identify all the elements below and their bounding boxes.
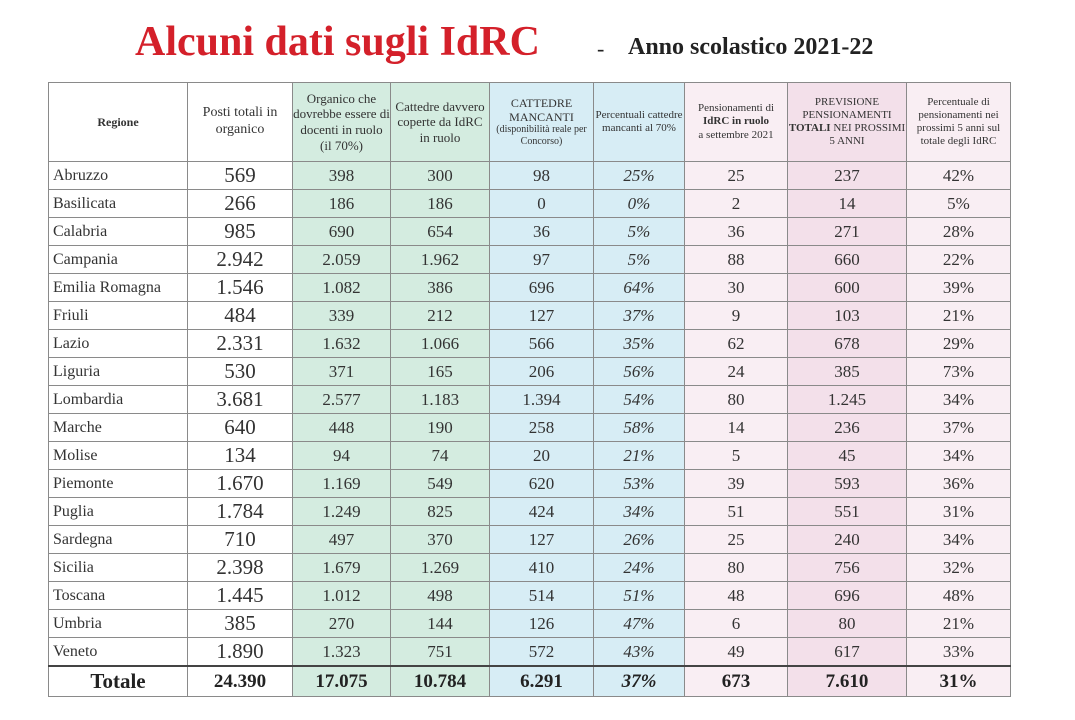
table-row	[49, 582, 1011, 610]
cell-pensionamenti: 51	[685, 498, 788, 526]
cell-posti: 710	[188, 526, 293, 554]
cell-previsione: 240	[788, 526, 907, 554]
cell-percentuale-5anni: 36%	[907, 470, 1011, 498]
cell-organico: 1.632	[293, 330, 391, 358]
cell-regione: Lombardia	[49, 386, 188, 414]
cell-percentuale-5anni: 34%	[907, 442, 1011, 470]
cell-cattedre: 186	[391, 190, 490, 218]
cell-pensionamenti: 36	[685, 218, 788, 246]
cell-previsione: 271	[788, 218, 907, 246]
cell-mancanti: 126	[490, 610, 594, 638]
title-dash: -	[597, 36, 605, 61]
table-row	[49, 414, 1011, 442]
totals-mancanti: 6.291	[490, 666, 594, 697]
cell-posti: 985	[188, 218, 293, 246]
cell-posti: 1.784	[188, 498, 293, 526]
cell-percentuale-5anni: 34%	[907, 526, 1011, 554]
cell-regione: Toscana	[49, 582, 188, 610]
cell-posti: 640	[188, 414, 293, 442]
cell-percentuali: 51%	[594, 582, 685, 610]
table-row	[49, 358, 1011, 386]
cell-previsione: 756	[788, 554, 907, 582]
header-pensionamenti	[685, 83, 788, 162]
cell-posti: 2.331	[188, 330, 293, 358]
cell-percentuale-5anni: 37%	[907, 414, 1011, 442]
cell-percentuali: 47%	[594, 610, 685, 638]
cell-regione: Liguria	[49, 358, 188, 386]
cell-organico: 497	[293, 526, 391, 554]
totals-cattedre: 10.784	[391, 666, 490, 697]
cell-cattedre: 1.183	[391, 386, 490, 414]
cell-regione: Sardegna	[49, 526, 188, 554]
cell-previsione: 678	[788, 330, 907, 358]
cell-mancanti: 566	[490, 330, 594, 358]
cell-previsione: 600	[788, 274, 907, 302]
cell-percentuali: 5%	[594, 218, 685, 246]
cell-organico: 371	[293, 358, 391, 386]
cell-organico: 448	[293, 414, 391, 442]
cell-pensionamenti: 80	[685, 386, 788, 414]
cell-previsione: 551	[788, 498, 907, 526]
cell-percentuale-5anni: 31%	[907, 498, 1011, 526]
cell-pensionamenti: 25	[685, 162, 788, 190]
header-pens-b: IdRC in ruolo	[702, 115, 770, 128]
cell-percentuale-5anni: 33%	[907, 638, 1011, 667]
cell-organico: 1.082	[293, 274, 391, 302]
totals-label: Totale	[49, 666, 188, 697]
cell-regione: Molise	[49, 442, 188, 470]
cell-pensionamenti: 30	[685, 274, 788, 302]
cell-pensionamenti: 14	[685, 414, 788, 442]
table-row	[49, 638, 1011, 667]
cell-organico: 2.059	[293, 246, 391, 274]
cell-percentuale-5anni: 28%	[907, 218, 1011, 246]
cell-pensionamenti: 88	[685, 246, 788, 274]
table-row	[49, 190, 1011, 218]
cell-cattedre: 498	[391, 582, 490, 610]
cell-percentuali: 21%	[594, 442, 685, 470]
cell-cattedre: 1.066	[391, 330, 490, 358]
cell-percentuale-5anni: 29%	[907, 330, 1011, 358]
cell-posti: 134	[188, 442, 293, 470]
cell-previsione: 80	[788, 610, 907, 638]
header-prev-b: TOTALI	[788, 122, 831, 134]
cell-posti: 1.546	[188, 274, 293, 302]
title-row	[0, 18, 1075, 78]
cell-organico: 1.012	[293, 582, 391, 610]
cell-cattedre: 144	[391, 610, 490, 638]
cell-posti: 1.445	[188, 582, 293, 610]
cell-cattedre: 190	[391, 414, 490, 442]
table-row	[49, 386, 1011, 414]
cell-organico: 690	[293, 218, 391, 246]
totals-previsione: 7.610	[788, 666, 907, 697]
cell-previsione: 237	[788, 162, 907, 190]
cell-pensionamenti: 62	[685, 330, 788, 358]
cell-mancanti: 98	[490, 162, 594, 190]
cell-posti: 484	[188, 302, 293, 330]
table-row	[49, 162, 1011, 190]
header-mancanti	[490, 83, 594, 162]
table-row	[49, 554, 1011, 582]
cell-regione: Emilia Romagna	[49, 274, 188, 302]
cell-mancanti: 0	[490, 190, 594, 218]
table-row	[49, 498, 1011, 526]
cell-percentuale-5anni: 21%	[907, 610, 1011, 638]
cell-organico: 1.249	[293, 498, 391, 526]
cell-mancanti: 127	[490, 302, 594, 330]
header-mancanti-note: (disponibilità reale per Concorso)	[496, 124, 587, 148]
cell-percentuale-5anni: 21%	[907, 302, 1011, 330]
totals-percentuali: 37%	[594, 666, 685, 697]
cell-mancanti: 424	[490, 498, 594, 526]
header-previsione	[788, 83, 907, 162]
table-row	[49, 218, 1011, 246]
cell-previsione: 660	[788, 246, 907, 274]
cell-organico: 2.577	[293, 386, 391, 414]
cell-posti: 3.681	[188, 386, 293, 414]
table-row	[49, 442, 1011, 470]
cell-cattedre: 212	[391, 302, 490, 330]
header-regione: Regione	[49, 83, 188, 162]
totals-organico: 17.075	[293, 666, 391, 697]
cell-percentuale-5anni: 5%	[907, 190, 1011, 218]
table-body	[49, 162, 1011, 667]
cell-posti: 1.670	[188, 470, 293, 498]
cell-regione: Basilicata	[49, 190, 188, 218]
cell-percentuale-5anni: 39%	[907, 274, 1011, 302]
header-prev-a: PREVISIONE PENSIONAMENTI	[802, 95, 892, 121]
cell-regione: Sicilia	[49, 554, 188, 582]
cell-mancanti: 127	[490, 526, 594, 554]
cell-mancanti: 206	[490, 358, 594, 386]
cell-pensionamenti: 80	[685, 554, 788, 582]
cell-percentuale-5anni: 48%	[907, 582, 1011, 610]
cell-pensionamenti: 49	[685, 638, 788, 667]
cell-percentuali: 58%	[594, 414, 685, 442]
cell-previsione: 236	[788, 414, 907, 442]
cell-cattedre: 300	[391, 162, 490, 190]
cell-posti: 569	[188, 162, 293, 190]
cell-organico: 186	[293, 190, 391, 218]
cell-mancanti: 410	[490, 554, 594, 582]
cell-posti: 530	[188, 358, 293, 386]
cell-cattedre: 74	[391, 442, 490, 470]
cell-posti: 266	[188, 190, 293, 218]
cell-percentuale-5anni: 22%	[907, 246, 1011, 274]
header-pens-a: Pensionamenti di	[697, 102, 775, 115]
cell-mancanti: 36	[490, 218, 594, 246]
header-mancanti-title: CATTEDRE MANCANTI	[509, 95, 574, 124]
cell-cattedre: 751	[391, 638, 490, 667]
cell-regione: Friuli	[49, 302, 188, 330]
cell-organico: 1.323	[293, 638, 391, 667]
cell-organico: 339	[293, 302, 391, 330]
totals-posti: 24.390	[188, 666, 293, 697]
header-row	[49, 83, 1011, 162]
table-row	[49, 274, 1011, 302]
cell-percentuale-5anni: 32%	[907, 554, 1011, 582]
cell-previsione: 1.245	[788, 386, 907, 414]
cell-regione: Lazio	[49, 330, 188, 358]
cell-cattedre: 549	[391, 470, 490, 498]
cell-mancanti: 258	[490, 414, 594, 442]
cell-pensionamenti: 39	[685, 470, 788, 498]
cell-cattedre: 386	[391, 274, 490, 302]
cell-pensionamenti: 5	[685, 442, 788, 470]
cell-percentuali: 5%	[594, 246, 685, 274]
header-percentuali: Percentuali cattedre mancanti al 70%	[594, 83, 685, 162]
header-pens-c: a settembre 2021	[698, 128, 774, 141]
cell-cattedre: 825	[391, 498, 490, 526]
header-prev-c: NEI PROSSIMI 5 ANNI	[829, 122, 906, 148]
cell-cattedre: 654	[391, 218, 490, 246]
cell-previsione: 593	[788, 470, 907, 498]
cell-cattedre: 370	[391, 526, 490, 554]
cell-percentuali: 64%	[594, 274, 685, 302]
cell-previsione: 385	[788, 358, 907, 386]
cell-percentuali: 35%	[594, 330, 685, 358]
cell-previsione: 14	[788, 190, 907, 218]
page-title: Alcuni dati sugli IdRC	[135, 19, 540, 65]
cell-regione: Abruzzo	[49, 162, 188, 190]
cell-mancanti: 620	[490, 470, 594, 498]
cell-pensionamenti: 48	[685, 582, 788, 610]
table-row	[49, 246, 1011, 274]
totals-percentuale-5anni: 31%	[907, 666, 1011, 697]
data-table	[48, 82, 1011, 697]
cell-percentuali: 54%	[594, 386, 685, 414]
cell-percentuali: 56%	[594, 358, 685, 386]
cell-organico: 94	[293, 442, 391, 470]
cell-percentuali: 34%	[594, 498, 685, 526]
table-row	[49, 302, 1011, 330]
cell-regione: Piemonte	[49, 470, 188, 498]
cell-percentuale-5anni: 42%	[907, 162, 1011, 190]
cell-percentuali: 0%	[594, 190, 685, 218]
page-subtitle: Anno scolastico 2021-22	[628, 34, 874, 60]
cell-percentuali: 43%	[594, 638, 685, 667]
cell-organico: 1.169	[293, 470, 391, 498]
cell-organico: 1.679	[293, 554, 391, 582]
table-row	[49, 610, 1011, 638]
cell-previsione: 696	[788, 582, 907, 610]
cell-posti: 2.398	[188, 554, 293, 582]
cell-percentuale-5anni: 34%	[907, 386, 1011, 414]
cell-percentuali: 25%	[594, 162, 685, 190]
cell-cattedre: 1.269	[391, 554, 490, 582]
cell-pensionamenti: 24	[685, 358, 788, 386]
cell-pensionamenti: 2	[685, 190, 788, 218]
cell-mancanti: 1.394	[490, 386, 594, 414]
cell-posti: 385	[188, 610, 293, 638]
cell-percentuali: 24%	[594, 554, 685, 582]
cell-pensionamenti: 6	[685, 610, 788, 638]
table-row	[49, 526, 1011, 554]
cell-previsione: 617	[788, 638, 907, 667]
cell-regione: Marche	[49, 414, 188, 442]
header-cattedre: Cattedre davvero coperte da IdRC in ruolo	[391, 83, 490, 162]
cell-percentuali: 53%	[594, 470, 685, 498]
totals-row	[49, 666, 1011, 697]
header-posti: Posti totali in organico	[188, 83, 293, 162]
cell-mancanti: 20	[490, 442, 594, 470]
cell-pensionamenti: 9	[685, 302, 788, 330]
cell-posti: 2.942	[188, 246, 293, 274]
header-organico: Organico che dovrebbe essere di docenti in ruolo (il 70%)	[293, 83, 391, 162]
cell-previsione: 45	[788, 442, 907, 470]
cell-regione: Veneto	[49, 638, 188, 667]
table-row	[49, 470, 1011, 498]
cell-mancanti: 514	[490, 582, 594, 610]
cell-mancanti: 696	[490, 274, 594, 302]
cell-organico: 270	[293, 610, 391, 638]
totals-pensionamenti: 673	[685, 666, 788, 697]
cell-pensionamenti: 25	[685, 526, 788, 554]
cell-regione: Calabria	[49, 218, 188, 246]
cell-mancanti: 97	[490, 246, 594, 274]
cell-regione: Puglia	[49, 498, 188, 526]
table-row	[49, 330, 1011, 358]
cell-cattedre: 165	[391, 358, 490, 386]
cell-regione: Umbria	[49, 610, 188, 638]
cell-percentuali: 37%	[594, 302, 685, 330]
cell-mancanti: 572	[490, 638, 594, 667]
cell-posti: 1.890	[188, 638, 293, 667]
cell-percentuali: 26%	[594, 526, 685, 554]
cell-previsione: 103	[788, 302, 907, 330]
cell-regione: Campania	[49, 246, 188, 274]
cell-cattedre: 1.962	[391, 246, 490, 274]
cell-percentuale-5anni: 73%	[907, 358, 1011, 386]
header-percentuale-5anni: Percentuale di pensionamenti nei prossimi 5 anni sul totale degli IdRC	[907, 83, 1011, 162]
cell-organico: 398	[293, 162, 391, 190]
